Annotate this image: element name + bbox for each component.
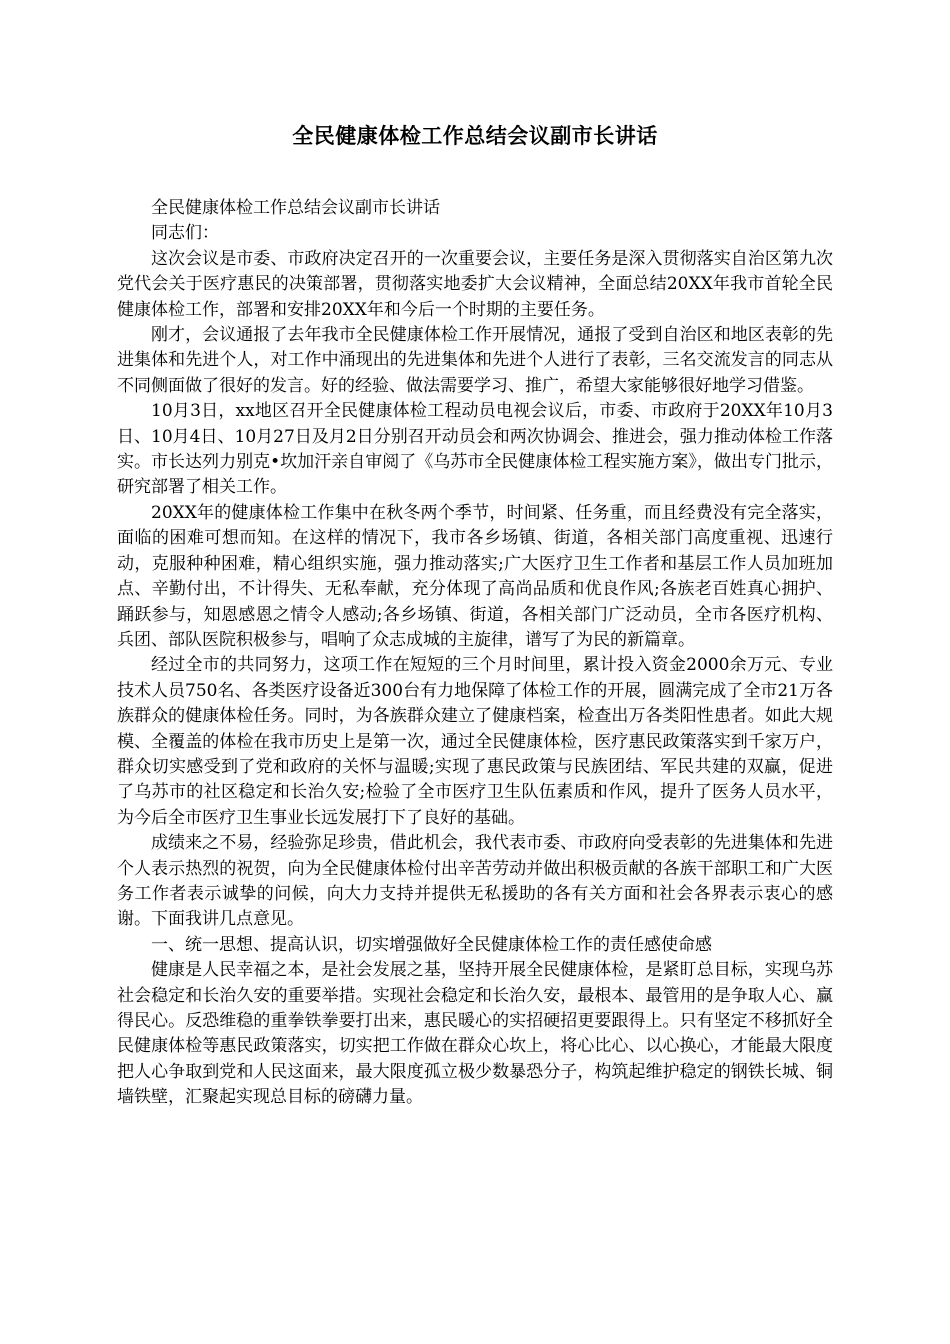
body-paragraph: 10月3日，xx地区召开全民健康体检工程动员电视会议后，市委、市政府于20XX年10月3日、10月4日、10月27日及月2日分别召开动员会和两次协调会、推进会，强力推动体检工作落实。市长达列力别克•坎加汗亲自审阅了《乌苏市全民健康体检工程实施方案》，做出专门批示，研究部署了相关工作。 (117, 401, 833, 498)
body-paragraph: 健康是人民幸福之本，是社会发展之基，坚持开展全民健康体检，是紧盯总目标，实现乌苏社会稳定和长治久安的重要举措。实现社会稳定和长治久安，最根本、最管用的是争取人心、赢得民心。反恐维稳的重拳铁拳要打出来，惠民暖心的实招硬招更要跟得上。只有坚定不移抓好全民健康体检等惠民政策落实，切实把工作做在群众心坎上，将心比心、以心换心，才能最大限度把人心争取到党和人民这面来，最大限度孤立极少数暴恐分子，构筑起维护稳定的钢铁长城、铜墙铁壁，汇聚起实现总目标的磅礴力量。 (117, 960, 833, 1108)
body-paragraph: 成绩来之不易，经验弥足珍贵，借此机会，我代表市委、市政府向受表彰的先进集体和先进个人表示热烈的祝贺，向为全民健康体检付出辛苦劳动并做出积极贡献的各族干部职工和广大医务工作者表示诚挚的问候，向大力支持并提供无私援助的各有关方面和社会各界表示衷心的感谢。下面我讲几点意见。 (117, 833, 833, 930)
body-paragraph: 经过全市的共同努力，这项工作在短短的三个月时间里，累计投入资金2000余万元、专业技术人员750名、各类医疗设备近300台有力地保障了体检工作的开展，圆满完成了全市21万各族群众的健康体检任务。同时，为各族群众建立了健康档案，检查出万各类阳性患者。如此大规模、全覆盖的体检在我市历史上是第一次，通过全民健康体检，医疗惠民政策落实到千家万户，群众切实感受到了党和政府的关怀与温暖;实现了惠民政策与民族团结、军民共建的双赢，促进了乌苏市的社区稳定和长治久安;检验了全市医疗卫生队伍素质和作风，提升了医务人员水平，为今后全市医疗卫生事业长远发展打下了良好的基础。 (117, 655, 833, 828)
document-title: 全民健康体检工作总结会议副市长讲话 (292, 123, 658, 148)
section-heading: 一、统一思想、提高认识，切实增强做好全民健康体检工作的责任感使命感 (151, 934, 712, 955)
body-paragraph-salutation: 同志们： (151, 223, 219, 244)
body-paragraph: 刚才，会议通报了去年我市全民健康体检工作开展情况，通报了受到自治区和地区表彰的先进集体和先进个人，对工作中涌现出的先进集体和先进个人进行了表彰，三名交流发言的同志从不同侧面做了很好的发言。好的经验、做法需要学习、推广，希望大家能够很好地学习借鉴。 (117, 325, 833, 396)
body-paragraph: 这次会议是市委、市政府决定召开的一次重要会议，主要任务是深入贯彻落实自治区第九次党代会关于医疗惠民的决策部署，贯彻落实地委扩大会议精神，全面总结20XX年我市首轮全民健康体检工作，部署和安排20XX年和今后一个时期的主要任务。 (117, 248, 833, 320)
body-paragraph-heading-repeat: 全民健康体检工作总结会议副市长讲话 (151, 198, 440, 218)
body-paragraph: 20XX年的健康体检工作集中在秋冬两个季节，时间紧、任务重，而且经费没有完全落实，面临的困难可想而知。在这样的情况下，我市各乡场镇、街道，各相关部门高度重视、迅速行动，克服种种困难，精心组织实施，强力推动落实;广大医疗卫生工作者和基层工作人员加班加点、辛勤付出，不计得失、无私奉献，充分体现了高尚品质和优良作风;各族老百姓真心拥护、踊跃参与，知恩感恩之情令人感动;各乡场镇、街道，各相关部门广泛动员，全市各医疗机构、兵团、部队医院积极参与，唱响了众志成城的主旋律，谱写了为民的新篇章。 (117, 502, 833, 650)
document-body (117, 196, 833, 1111)
